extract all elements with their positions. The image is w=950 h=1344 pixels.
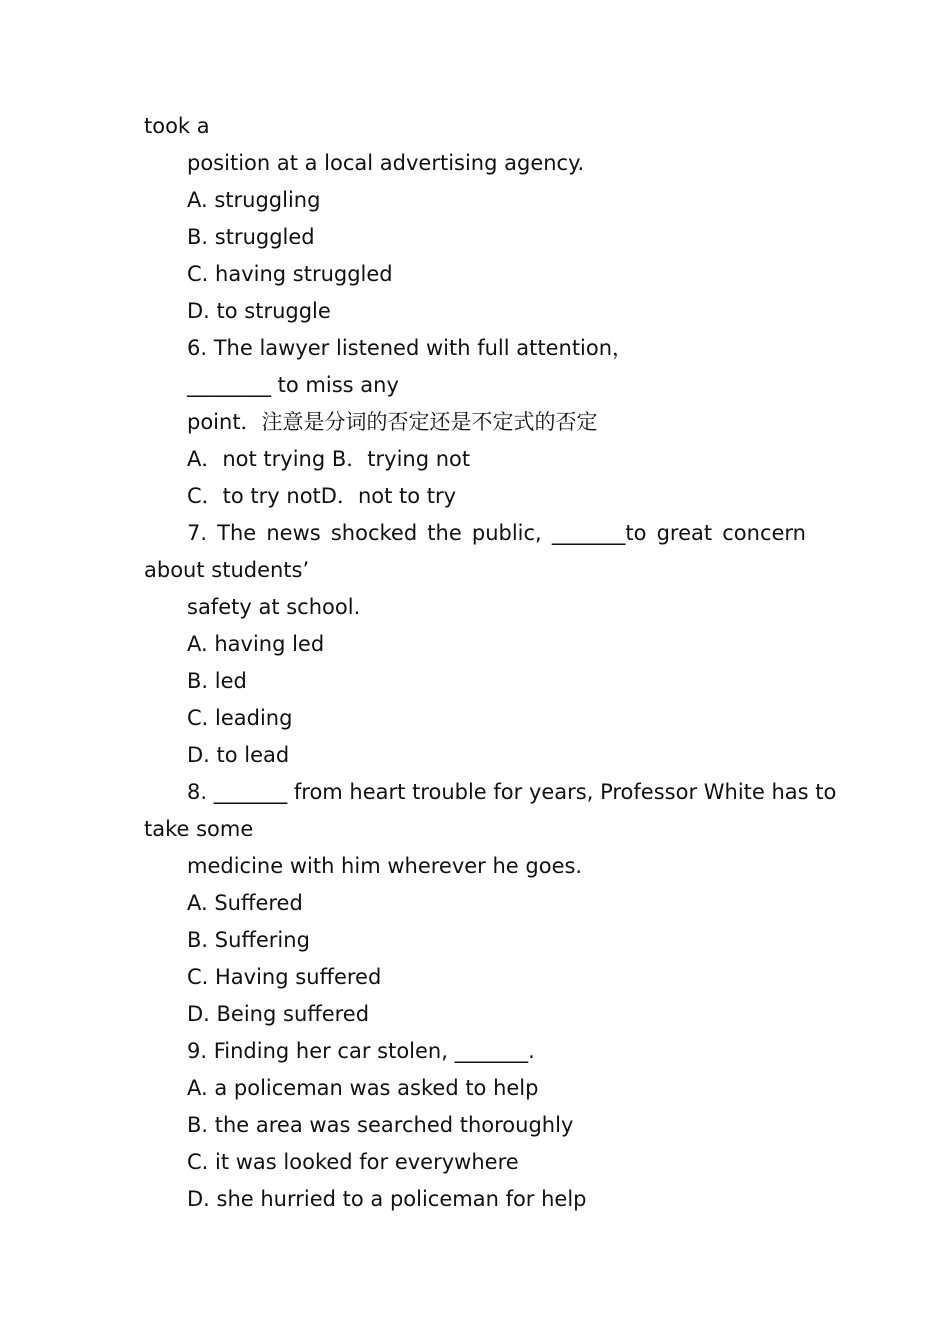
option-line: A. having led	[187, 632, 325, 656]
word: The	[217, 521, 257, 545]
option-line: B. led	[187, 669, 247, 693]
text-line: about students’	[144, 558, 310, 582]
word: shocked	[330, 521, 418, 545]
option-line: C. leading	[187, 706, 293, 730]
option-line: A. a policeman was asked to help	[187, 1076, 539, 1100]
word: great	[656, 521, 713, 545]
option-line: C．to try notD．not to try	[187, 484, 457, 508]
question-line: 6. The lawyer listened with full attention，	[187, 336, 634, 360]
question-line: 8. _______ from heart trouble for years, Professor White has to	[187, 780, 837, 804]
question-line: ________ to miss any	[187, 373, 399, 397]
text-line: took a	[144, 114, 210, 138]
option-line: D. to struggle	[187, 299, 331, 323]
question-line	[187, 515, 806, 552]
option-line: D. to lead	[187, 743, 290, 767]
word: the	[427, 521, 462, 545]
option-line: A. struggling	[187, 188, 321, 212]
word: concern	[722, 521, 806, 545]
option-line: C. Having suffered	[187, 965, 382, 989]
word: news	[266, 521, 321, 545]
word: _______to	[551, 521, 647, 545]
option-line: D. Being suffered	[187, 1002, 370, 1026]
question-line: point．注意是分词的否定还是不定式的否定	[187, 410, 598, 434]
option-line: C. having struggled	[187, 262, 393, 286]
text-line: take some	[144, 817, 254, 841]
option-line: C. it was looked for everywhere	[187, 1150, 519, 1174]
option-line: A．not trying B．trying not	[187, 447, 471, 471]
text-line: safety at school.	[187, 595, 361, 619]
text-line: medicine with him wherever he goes.	[187, 854, 583, 878]
text-line: position at a local advertising agency.	[187, 151, 585, 175]
option-line: B. the area was searched thoroughly	[187, 1113, 574, 1137]
option-line: B. struggled	[187, 225, 315, 249]
option-line: D. she hurried to a policeman for help	[187, 1187, 587, 1211]
word: 7.	[187, 521, 208, 545]
option-line: A. Suffered	[187, 891, 303, 915]
question-line: 9. Finding her car stolen, _______.	[187, 1039, 535, 1063]
option-line: B. Suffering	[187, 928, 310, 952]
word: public,	[471, 521, 542, 545]
